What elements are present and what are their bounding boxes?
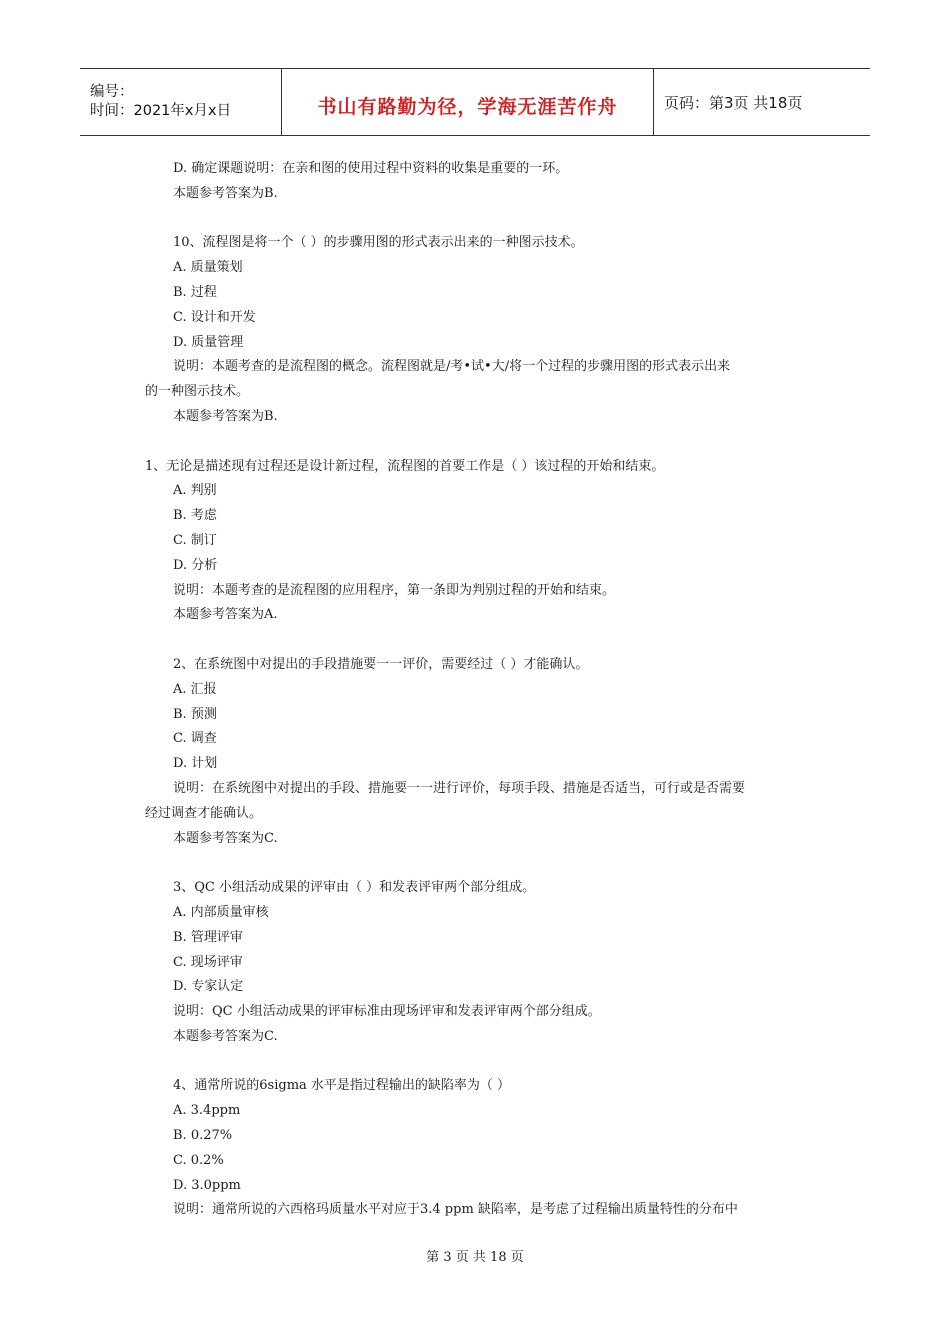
paragraph-gap: [145, 1050, 825, 1075]
text-line: 本题参考答案为A.: [173, 607, 278, 623]
paragraph-gap: [145, 430, 825, 455]
text-line: D. 计划: [173, 756, 218, 772]
paragraph-gap: [145, 851, 825, 876]
document-body: [145, 157, 825, 1223]
text-line: A. 判别: [173, 483, 217, 499]
text-line: 本题参考答案为C.: [173, 830, 278, 846]
page-header: [80, 68, 870, 136]
text-line: 3、QC 小组活动成果的评审由（ ）和发表评审两个部分组成。: [173, 880, 536, 896]
header-page-code-cell: [654, 69, 870, 135]
text-line: 4、通常所说的6sigma 水平是指过程输出的缺陷率为（ ）: [173, 1078, 511, 1094]
text-line: C. 调查: [173, 731, 217, 747]
text-line: 说明：在系统图中对提出的手段、措施要一一进行评价，每项手段、措施是否适当，可行或是否需要: [173, 780, 746, 796]
text-line: C. 设计和开发: [173, 309, 256, 325]
text-line: 本题参考答案为B.: [173, 408, 278, 424]
page-footer: 第 3 页 共 18 页: [426, 1250, 524, 1265]
text-line: C. 制订: [173, 532, 217, 548]
text-line: A. 内部质量审核: [173, 904, 269, 920]
text-line: 的一种图示技术。: [145, 384, 250, 400]
text-line: 10、流程图是将一个（ ）的步骤用图的形式表示出来的一种图示技术。: [173, 235, 584, 251]
text-line: 本题参考答案为B.: [173, 185, 278, 201]
text-line: B. 预测: [173, 706, 217, 722]
document-time-label: 时间：2021年x月x日: [90, 103, 232, 119]
text-line: D. 确定课题说明：在亲和图的使用过程中资料的收集是重要的一环。: [173, 161, 569, 176]
text-line: C. 0.2%: [173, 1152, 224, 1168]
header-meta: [80, 69, 282, 135]
header-motto-cell: [282, 69, 654, 135]
text-line: C. 现场评审: [173, 954, 243, 970]
document-number-label: 编号：: [90, 84, 134, 100]
text-line: A. 3.4ppm: [173, 1103, 241, 1119]
text-line: 说明：本题考查的是流程图的概念。流程图就是/考•试•大/将一个过程的步骤用图的形式表示出来: [173, 359, 731, 375]
text-line: 说明：本题考查的是流程图的应用程序，第一条即为判别过程的开始和结束。: [173, 582, 616, 598]
text-line: B. 管理评审: [173, 929, 243, 945]
text-line: D. 分析: [173, 557, 218, 573]
text-line: D. 3.0ppm: [173, 1177, 241, 1193]
text-line: D. 质量管理: [173, 334, 244, 350]
text-line: 说明：QC 小组活动成果的评审标准由现场评审和发表评审两个部分组成。: [173, 1004, 601, 1020]
text-line: B. 考虑: [173, 508, 217, 524]
text-line: B. 0.27%: [173, 1128, 233, 1144]
header-motto: 书山有路勤为径，学海无涯苦作舟: [317, 95, 618, 118]
text-line: 2、在系统图中对提出的手段措施要一一评价，需要经过（ ）才能确认。: [173, 656, 589, 672]
text-line: A. 质量策划: [173, 260, 243, 276]
text-line: D. 专家认定: [173, 979, 244, 995]
text-line: B. 过程: [173, 284, 217, 300]
paragraph-gap: [145, 628, 825, 653]
text-line: A. 汇报: [173, 681, 217, 697]
text-line: 经过调查才能确认。: [145, 805, 263, 821]
text-line: 本题参考答案为C.: [173, 1028, 278, 1044]
text-line: 说明：通常所说的六西格玛质量水平对应于3.4 ppm 缺陷率，是考虑了过程输出质量特性的分布中: [173, 1202, 738, 1218]
paragraph-gap: [145, 207, 825, 232]
header-page-code: 页码：第3页 共18页: [664, 93, 803, 112]
text-line: 1、无论是描述现有过程还是设计新过程，流程图的首要工作是（ ）该过程的开始和结束。: [145, 458, 665, 474]
